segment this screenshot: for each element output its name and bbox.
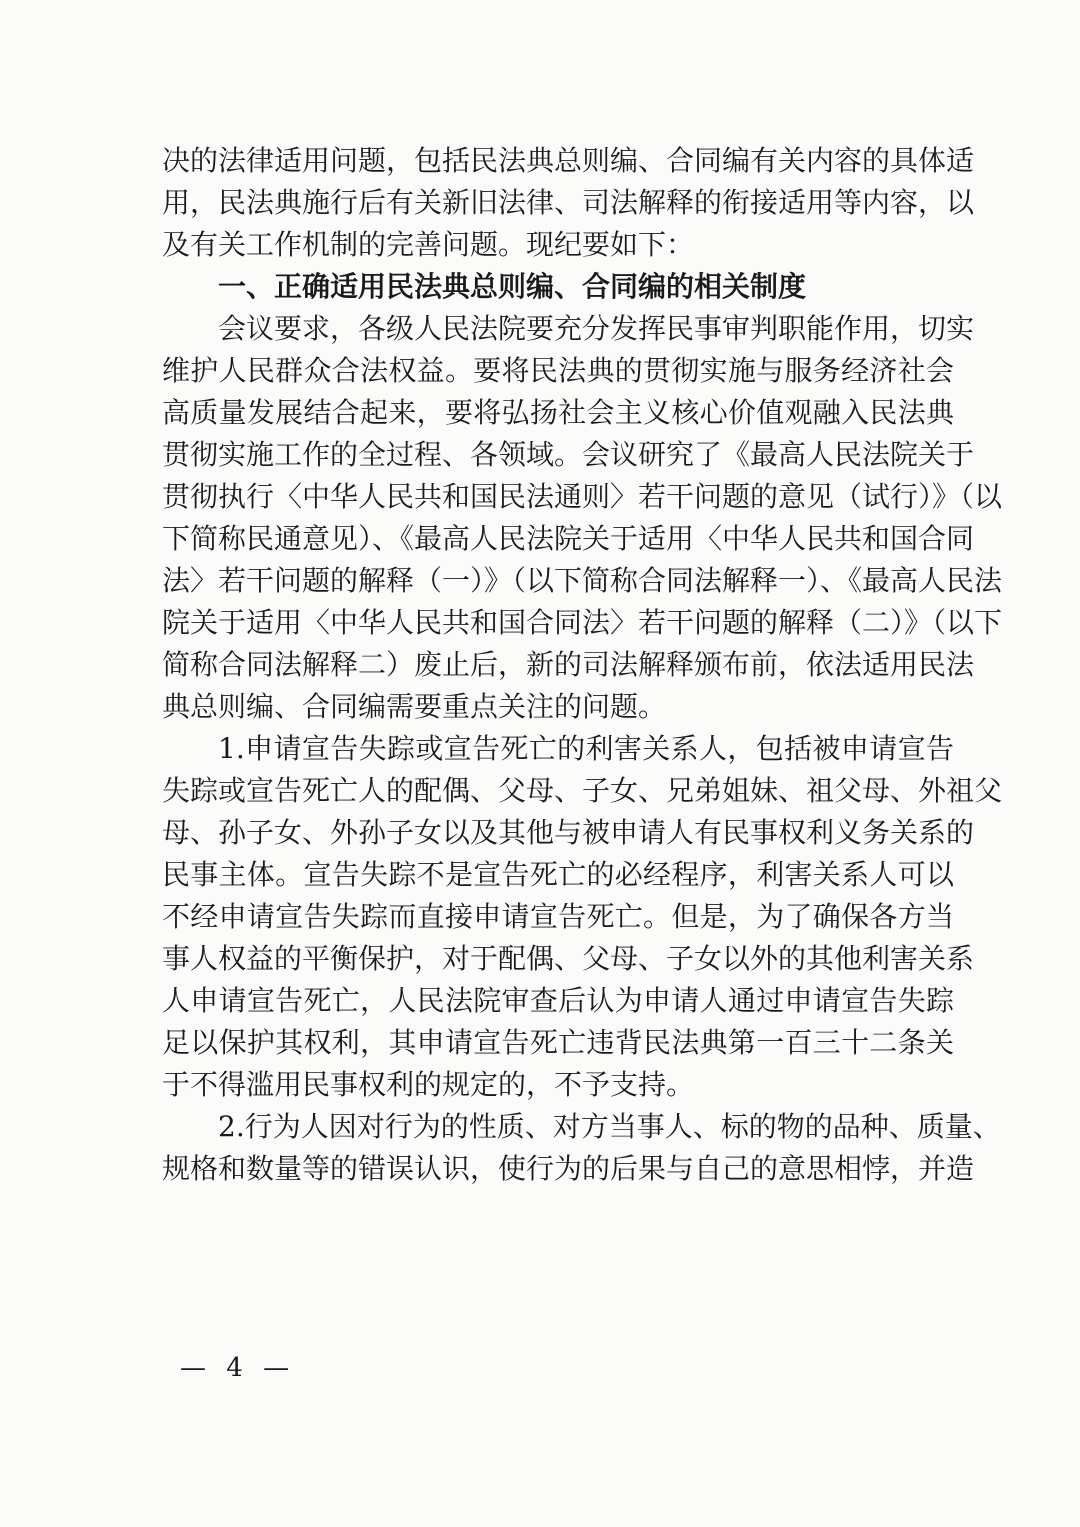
paragraph-line: 贯彻执行〈中华人民共和国民法通则〉若干问题的意见（试行）》（以 bbox=[162, 480, 1003, 513]
paragraph-line: 于不得滥用民事权利的规定的，不予支持。 bbox=[162, 1068, 695, 1101]
paragraph-line: 下简称民通意见）、《最高人民法院关于适用〈中华人民共和国合同 bbox=[162, 522, 975, 555]
paragraph-line: 足以保护其权利，其申请宣告死亡违背民法典第一百三十二条关 bbox=[162, 1026, 954, 1059]
paragraph-line: 法〉若干问题的解释（一）》（以下简称合同法解释一）、《最高人民法 bbox=[162, 564, 1003, 597]
paragraph-line: 事人权益的平衡保护，对于配偶、父母、子女以外的其他利害关系 bbox=[162, 942, 975, 975]
paragraph-line: 母、孙子女、外孙子女以及其他与被申请人有民事权利义务关系的 bbox=[162, 816, 975, 849]
paragraph-line: 用，民法典施行后有关新旧法律、司法解释的衔接适用等内容，以 bbox=[162, 186, 975, 219]
paragraph-line: 决的法律适用问题，包括民法典总则编、合同编有关内容的具体适 bbox=[162, 144, 975, 177]
paragraph-line: 2.行为人因对行为的性质、对方当事人、标的物的品种、质量、 bbox=[218, 1110, 1001, 1143]
paragraph-line: 1.申请宣告失踪或宣告死亡的利害关系人，包括被申请宣告 bbox=[218, 732, 954, 765]
paragraph-line: 民事主体。宣告失踪不是宣告死亡的必经程序，利害关系人可以 bbox=[162, 858, 954, 891]
paragraph-line: 规格和数量等的错误认识，使行为的后果与自己的意思相悖，并造 bbox=[162, 1152, 975, 1185]
paragraph-line: 会议要求，各级人民法院要充分发挥民事审判职能作用，切实 bbox=[218, 312, 975, 345]
paragraph-line: 高质量发展结合起来，要将弘扬社会主义核心价值观融入民法典 bbox=[162, 396, 954, 429]
document-body bbox=[162, 140, 1003, 1190]
paragraph-line: 失踪或宣告死亡人的配偶、父母、子女、兄弟姐妹、祖父母、外祖父 bbox=[162, 774, 1003, 807]
page-number: — 4 — bbox=[180, 1353, 296, 1383]
paragraph-line: 简称合同法解释二）废止后，新的司法解释颁布前，依法适用民法 bbox=[162, 648, 975, 681]
paragraph-line: 人申请宣告死亡，人民法院审查后认为申请人通过申请宣告失踪 bbox=[162, 984, 954, 1017]
section-heading: 一、正确适用民法典总则编、合同编的相关制度 bbox=[218, 270, 807, 303]
paragraph-line: 及有关工作机制的完善问题。现纪要如下： bbox=[162, 228, 695, 261]
paragraph-line: 贯彻实施工作的全过程、各领域。会议研究了《最高人民法院关于 bbox=[162, 438, 975, 471]
paragraph-line: 不经申请宣告失踪而直接申请宣告死亡。但是，为了确保各方当 bbox=[162, 900, 954, 933]
paragraph-line: 院关于适用〈中华人民共和国合同法〉若干问题的解释（二）》（以下 bbox=[162, 606, 1003, 639]
paragraph-line: 维护人民群众合法权益。要将民法典的贯彻实施与服务经济社会 bbox=[162, 354, 954, 387]
paragraph-line: 典总则编、合同编需要重点关注的问题。 bbox=[162, 690, 667, 723]
